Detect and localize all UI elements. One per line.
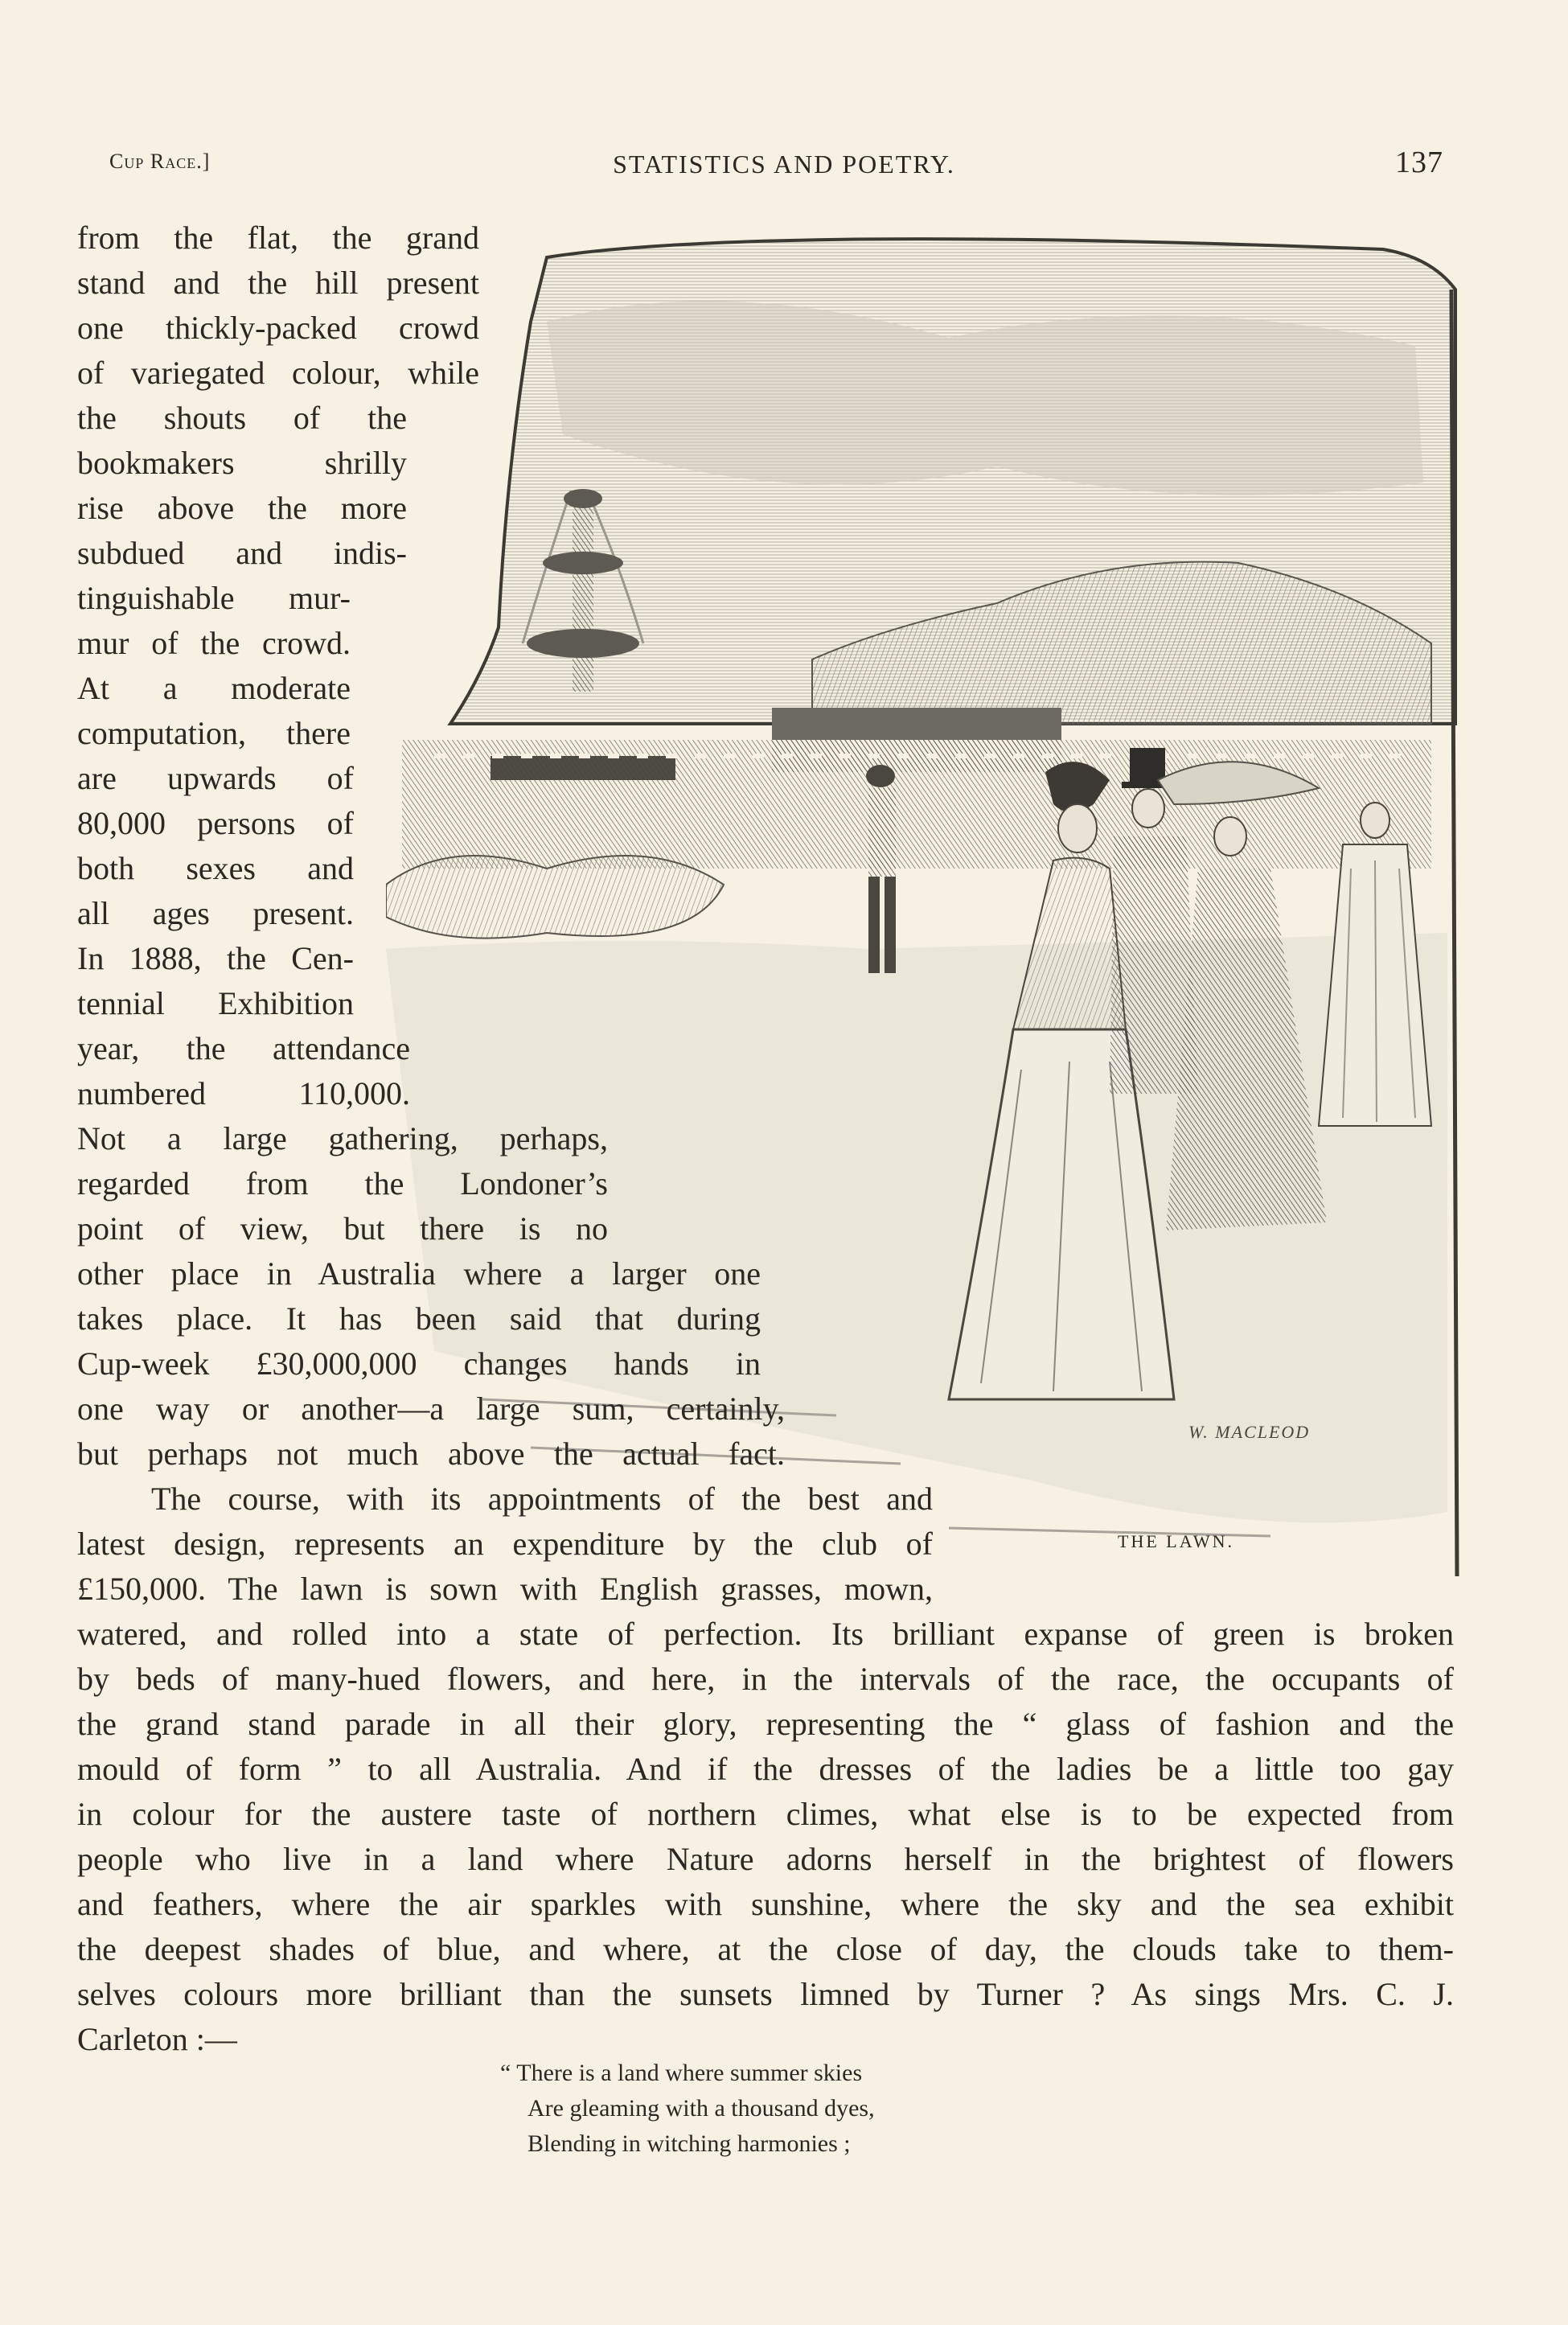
text-line: Not a large gathering, perhaps, bbox=[77, 1120, 608, 1156]
poem-line: Are gleaming with a thousand dyes, bbox=[527, 2095, 875, 2122]
text-line: computation, there bbox=[77, 715, 351, 751]
text-line: one thickly-packed crowd bbox=[77, 310, 479, 346]
text-line: stand and the hill present bbox=[77, 265, 479, 301]
text-line: regarded from the Londoner’s bbox=[77, 1165, 608, 1202]
text-line: in colour for the austere taste of northern climes, what else is to be expected from bbox=[77, 1796, 1454, 1832]
text-line: subdued and indis- bbox=[77, 535, 407, 571]
text-line: Cup-week £30,000,000 changes hands in bbox=[77, 1345, 761, 1382]
text-line: the grand stand parade in all their glory, representing the “ glass of fashion and the bbox=[77, 1706, 1454, 1742]
text-line: tennial Exhibition bbox=[77, 985, 354, 1021]
text-line: but perhaps not much above the actual fact. bbox=[77, 1436, 785, 1472]
text-line: mould of form ” to all Australia. And if the dresses of the ladies be a little too gay bbox=[77, 1751, 1454, 1787]
text-line: takes place. It has been said that during bbox=[77, 1300, 761, 1337]
text-line: both sexes and bbox=[77, 850, 354, 886]
distant-crowd bbox=[402, 740, 1431, 869]
text-line: rise above the more bbox=[77, 490, 407, 526]
text-line: by beds of many-hued flowers, and here, in the intervals of the race, the occupants of bbox=[77, 1661, 1454, 1697]
text-line: The course, with its appointments of the best and bbox=[151, 1481, 933, 1517]
artist-signature: W. MACLEOD bbox=[1188, 1422, 1311, 1442]
rock-bed bbox=[386, 856, 724, 939]
text-line: point of view, but there is no bbox=[77, 1210, 608, 1247]
text-line: people who live in a land where Nature adorns herself in the brightest of flowers bbox=[77, 1841, 1454, 1877]
text-line: from the flat, the grand bbox=[77, 220, 479, 256]
text-line: one way or another—a large sum, certainly, bbox=[77, 1390, 785, 1427]
text-line: and feathers, where the air sparkles with sunshine, where the sky and the sea exhibit bbox=[77, 1886, 1454, 1922]
text-line: 80,000 persons of bbox=[77, 805, 354, 841]
text-line: selves colours more brilliant than the sunsets limned by Turner ? As sings Mrs. C. J. bbox=[77, 1976, 1454, 2012]
text-line: bookmakers shrilly bbox=[77, 445, 407, 481]
text-line: Carleton :— bbox=[77, 2021, 237, 2057]
running-header-title: STATISTICS AND POETRY. bbox=[613, 150, 955, 179]
text-line: all ages present. bbox=[77, 895, 354, 931]
text-line: year, the attendance bbox=[77, 1030, 410, 1066]
text-line: In 1888, the Cen- bbox=[77, 940, 354, 976]
poem-line: Blending in witching harmonies ; bbox=[527, 2130, 851, 2157]
text-line: £150,000. The lawn is sown with English grasses, mown, bbox=[77, 1571, 933, 1607]
text-line: numbered 110,000. bbox=[77, 1075, 410, 1111]
text-line: the deepest shades of blue, and where, at the close of day, the clouds take to them- bbox=[77, 1931, 1454, 1967]
poem-line: “ There is a land where summer skies bbox=[500, 2060, 863, 2086]
running-header-left: Cup Race.] bbox=[109, 150, 211, 173]
text-line: latest design, represents an expenditure by the club of bbox=[77, 1526, 933, 1562]
walking-man bbox=[866, 765, 896, 973]
page-number: 137 bbox=[1395, 146, 1443, 179]
text-line: of variegated colour, while bbox=[77, 355, 479, 391]
illustration-caption: THE LAWN. bbox=[1118, 1531, 1234, 1551]
text-line: watered, and rolled into a state of perfection. Its brilliant expanse of green is broken bbox=[77, 1616, 1454, 1652]
text-line: tinguishable mur- bbox=[77, 580, 351, 616]
text-line: At a moderate bbox=[77, 670, 351, 706]
grandstand-roof bbox=[772, 708, 1061, 740]
text-line: other place in Australia where a larger one bbox=[77, 1255, 761, 1292]
text-line: the shouts of the bbox=[77, 400, 407, 436]
text-line: mur of the crowd. bbox=[77, 625, 351, 661]
text-line: are upwards of bbox=[77, 760, 354, 796]
